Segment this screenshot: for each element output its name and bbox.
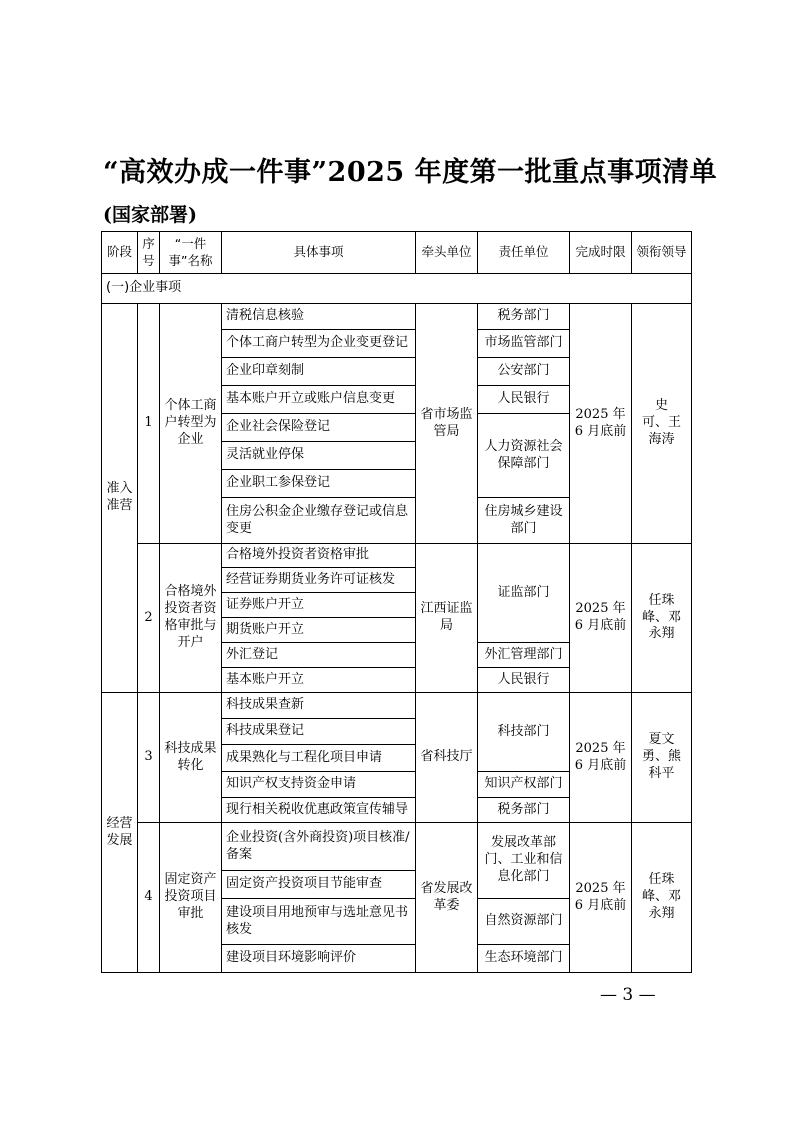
item: 基本账户开立或账户信息变更 xyxy=(222,386,416,414)
lead-unit: 省发展改革委 xyxy=(416,823,478,973)
item: 清税信息核验 xyxy=(222,304,416,330)
item: 住房公积金企业缴存登记或信息变更 xyxy=(222,498,416,544)
item: 企业投资(含外商投资)项目核准/备案 xyxy=(222,823,416,871)
leaders: 任珠峰、邓永翔 xyxy=(632,544,692,693)
header-row xyxy=(102,232,692,274)
lead-unit: 省科技厅 xyxy=(416,693,478,823)
dept: 人民银行 xyxy=(478,668,570,693)
stage-cell: 经营发展 xyxy=(102,693,138,973)
dept: 发展改革部门、工业和信息化部门 xyxy=(478,823,570,899)
deadline: 2025 年6 月底前 xyxy=(570,823,632,973)
item: 灵活就业停保 xyxy=(222,442,416,470)
item: 成果熟化与工程化项目申请 xyxy=(222,745,416,772)
item: 固定资产投资项目节能审查 xyxy=(222,871,416,899)
item: 企业职工参保登记 xyxy=(222,470,416,498)
item: 建设项目用地预审与选址意见书核发 xyxy=(222,899,416,945)
header-stage: 阶段 xyxy=(102,232,138,274)
table-row xyxy=(102,544,692,568)
dept: 人民银行 xyxy=(478,386,570,414)
table-row xyxy=(102,823,692,871)
section-label: (一)企业事项 xyxy=(102,274,692,304)
dept: 公安部门 xyxy=(478,358,570,386)
dept: 科技部门 xyxy=(478,693,570,772)
dept: 税务部门 xyxy=(478,798,570,823)
row-no: 3 xyxy=(138,693,160,823)
event-name: 个体工商户转型为企业 xyxy=(160,304,222,544)
dept: 人力资源社会保障部门 xyxy=(478,414,570,498)
page-title: “高效办成一件事”2025 年度第一批重点事项清单 xyxy=(103,157,718,188)
page-subtitle: (国家部署) xyxy=(103,204,197,226)
item: 企业印章刻制 xyxy=(222,358,416,386)
item: 证券账户开立 xyxy=(222,593,416,618)
item: 现行相关税收优惠政策宣传辅导 xyxy=(222,798,416,823)
table-row xyxy=(102,693,692,719)
leaders: 任珠峰、邓永翔 xyxy=(632,823,692,973)
item: 期货账户开立 xyxy=(222,618,416,643)
header-name: “一件事”名称 xyxy=(160,232,222,274)
header-dept: 责任单位 xyxy=(478,232,570,274)
item: 知识产权支持资金申请 xyxy=(222,772,416,798)
dept: 知识产权部门 xyxy=(478,772,570,798)
row-no: 4 xyxy=(138,823,160,973)
dept: 税务部门 xyxy=(478,304,570,330)
header-leaders: 领衔领导 xyxy=(632,232,692,274)
item: 个体工商户转型为企业变更登记 xyxy=(222,330,416,358)
item: 经营证券期货业务许可证核发 xyxy=(222,568,416,593)
header-lead: 牵头单位 xyxy=(416,232,478,274)
header-items: 具体事项 xyxy=(222,232,416,274)
row-no: 2 xyxy=(138,544,160,693)
event-name: 科技成果转化 xyxy=(160,693,222,823)
dept: 市场监管部门 xyxy=(478,330,570,358)
item: 外汇登记 xyxy=(222,643,416,668)
task-table xyxy=(101,231,692,973)
lead-unit: 省市场监管局 xyxy=(416,304,478,544)
item: 科技成果查新 xyxy=(222,693,416,719)
dept: 住房城乡建设部门 xyxy=(478,498,570,544)
dept: 证监部门 xyxy=(478,544,570,643)
header-deadline: 完成时限 xyxy=(570,232,632,274)
item: 合格境外投资者资格审批 xyxy=(222,544,416,568)
item: 科技成果登记 xyxy=(222,719,416,745)
leaders: 史 可、王海涛 xyxy=(632,304,692,544)
stage-cell: 准入准营 xyxy=(102,304,138,693)
row-no: 1 xyxy=(138,304,160,544)
item: 基本账户开立 xyxy=(222,668,416,693)
dept: 生态环境部门 xyxy=(478,945,570,973)
dept: 自然资源部门 xyxy=(478,899,570,945)
leaders: 夏文勇、熊科平 xyxy=(632,693,692,823)
header-no: 序号 xyxy=(138,232,160,274)
deadline: 2025 年6 月底前 xyxy=(570,544,632,693)
section-row xyxy=(102,274,692,304)
deadline: 2025 年6 月底前 xyxy=(570,693,632,823)
event-name: 固定资产投资项目审批 xyxy=(160,823,222,973)
deadline: 2025 年6 月底前 xyxy=(570,304,632,544)
event-name: 合格境外投资者资格审批与开户 xyxy=(160,544,222,693)
page-number: — 3 — xyxy=(600,985,656,1005)
table-row xyxy=(102,304,692,330)
item: 建设项目环境影响评价 xyxy=(222,945,416,973)
lead-unit: 江西证监局 xyxy=(416,544,478,693)
dept: 外汇管理部门 xyxy=(478,643,570,668)
item: 企业社会保险登记 xyxy=(222,414,416,442)
